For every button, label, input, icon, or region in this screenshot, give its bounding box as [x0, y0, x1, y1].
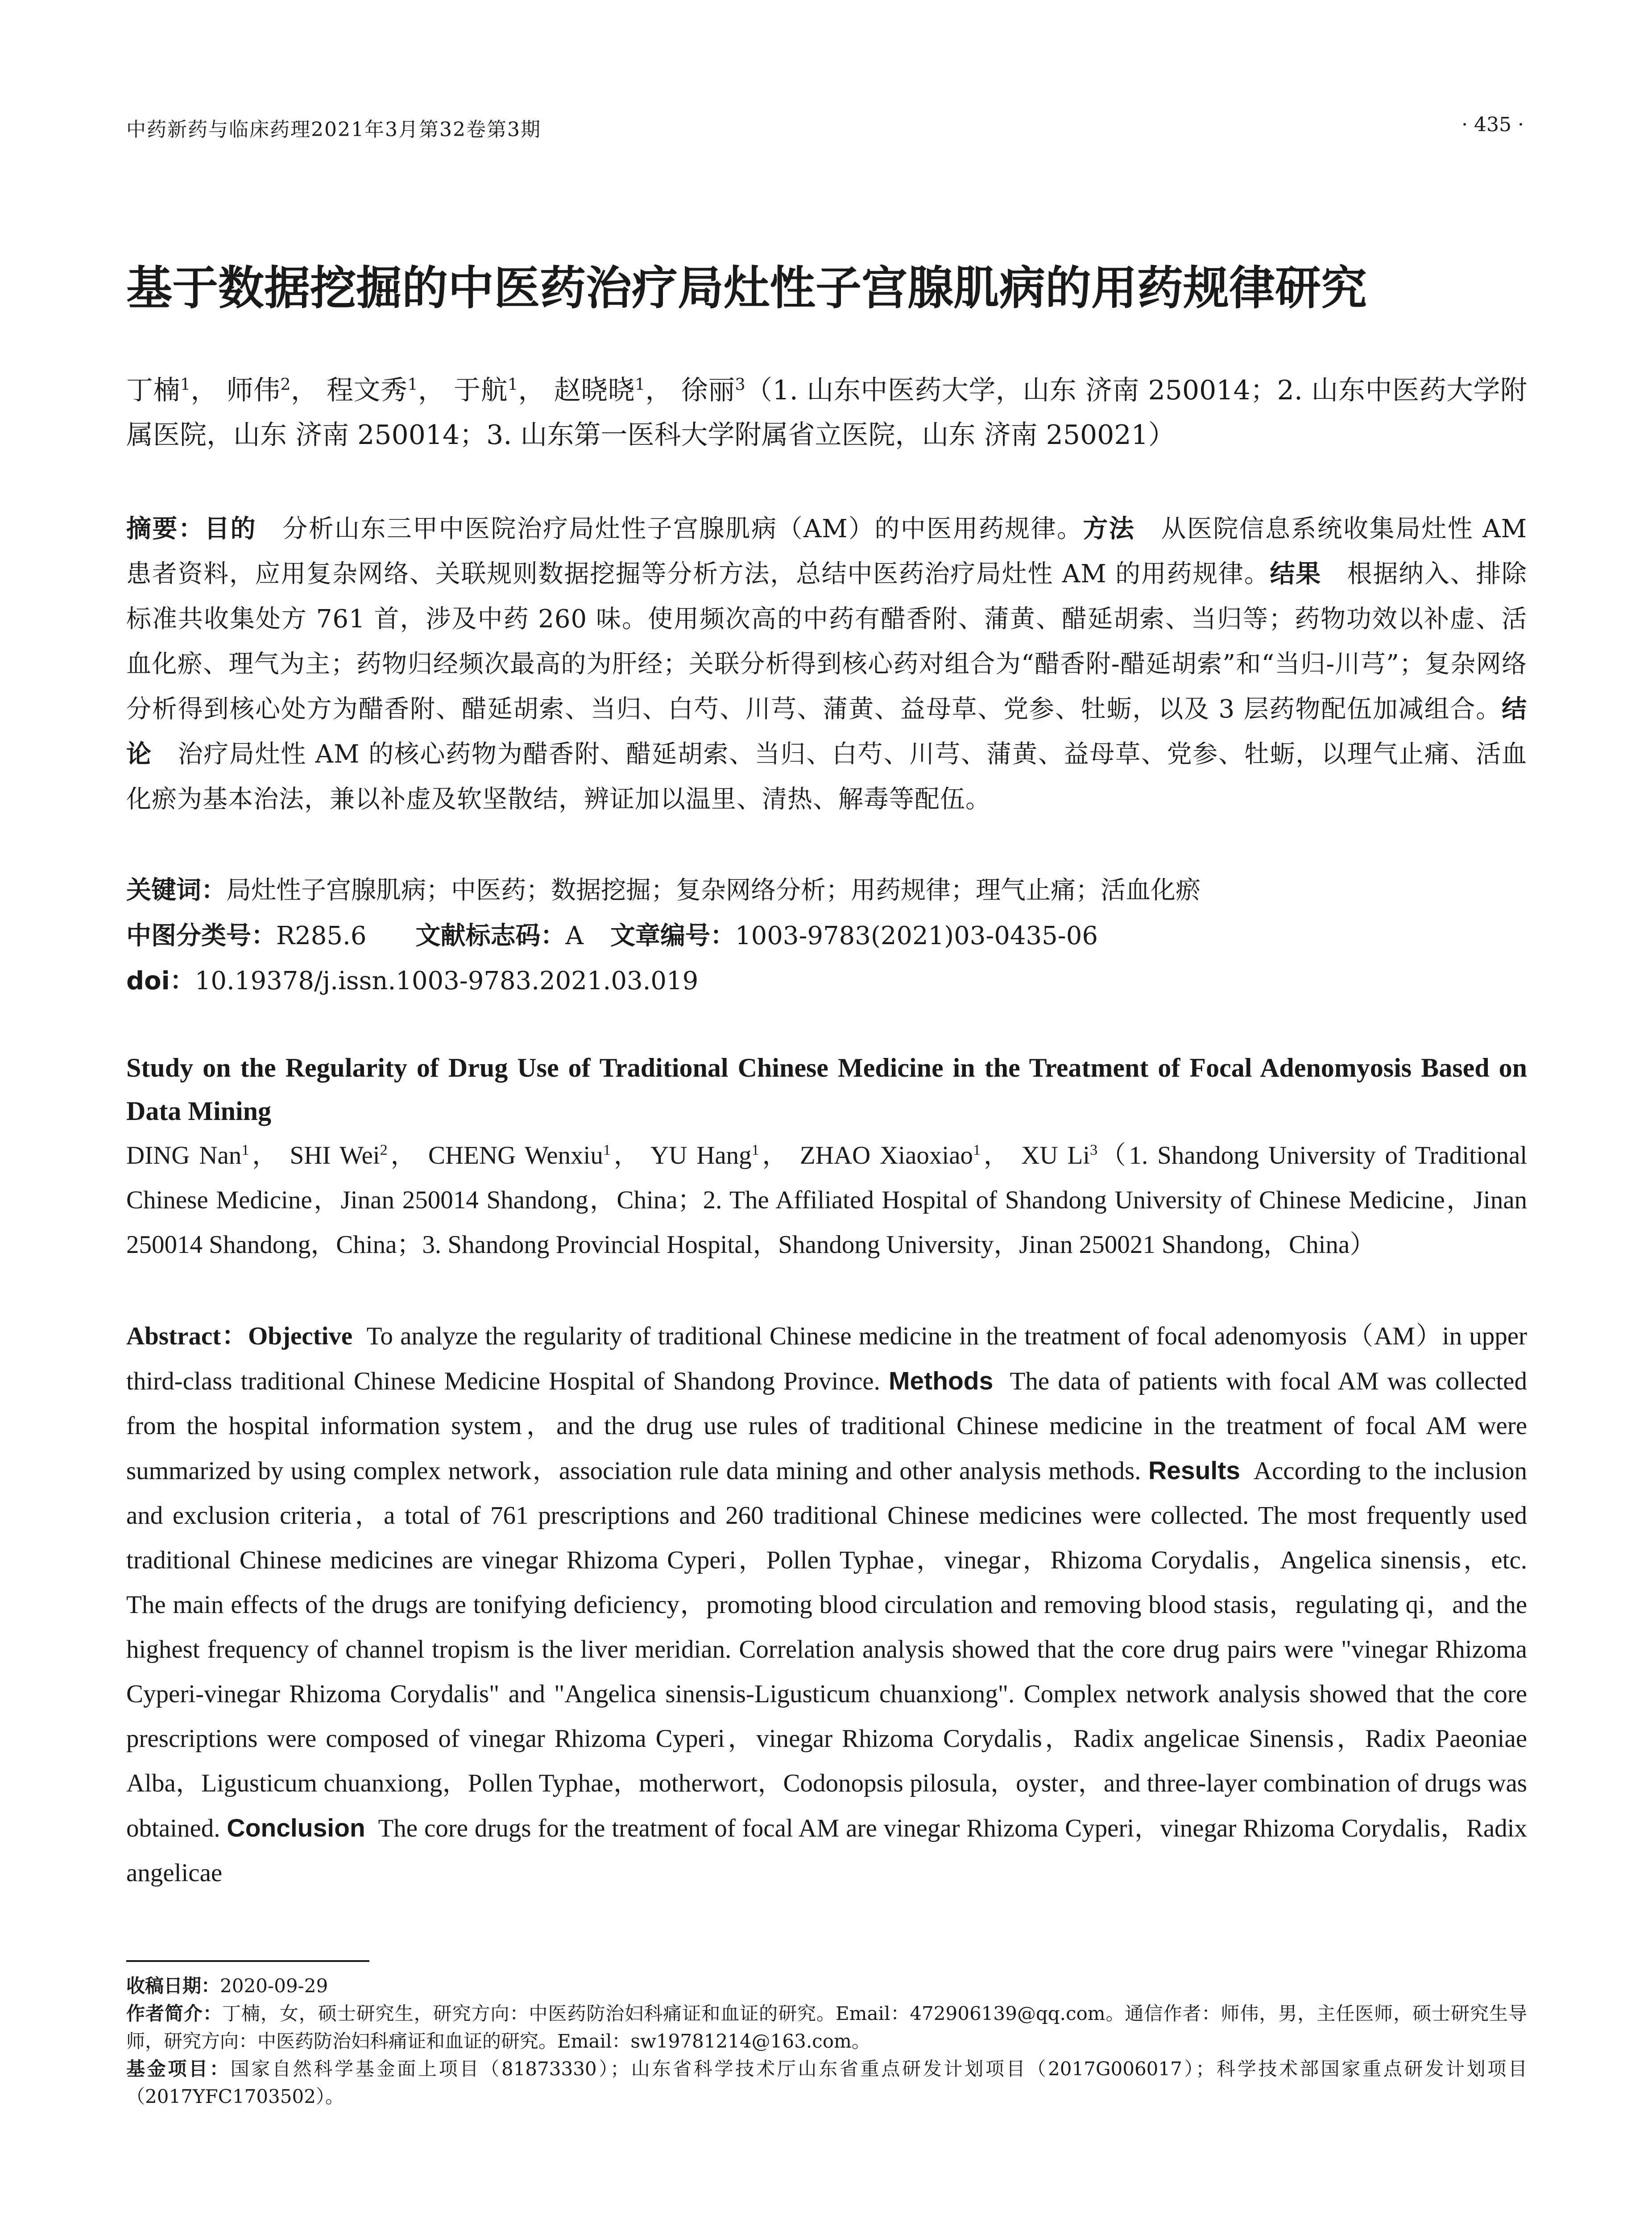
- author-name: 师伟: [226, 375, 281, 406]
- affiliations-en: （1. Shandong University of Traditional Chinese Medicine，Jinan 250014 Shandong，China；2. The Affiliated Hospital of Shandong University of Chinese Medicine，Jinan 250014 Shandong，China；3. Shandong Provincial Hospital，Shandong University，Jinan 250021 Shandong，China）: [126, 1141, 1528, 1259]
- methods-text: 从医院信息系统收集局灶性 AM 患者资料，应用复杂网络、关联规则数据挖掘等分析方法，总结中医药治疗局灶性 AM 的用药规律。: [126, 514, 1528, 589]
- author-name: 徐丽: [681, 375, 735, 406]
- funding-label: 基金项目：: [126, 2058, 231, 2080]
- objective-text: 分析山东三甲中医院治疗局灶性子宫腺肌病（AM）的中医用药规律。: [282, 514, 1083, 543]
- conclusion-en-label: Conclusion: [227, 1814, 365, 1842]
- methods-en-label: Methods: [888, 1367, 994, 1395]
- author-sup: 1: [508, 376, 518, 394]
- author-sup: 1: [635, 376, 646, 394]
- author-name: 丁楠: [126, 375, 181, 406]
- author-sup: 2: [280, 376, 291, 394]
- doc-code-label: 文献标志码：: [415, 921, 566, 950]
- author-name: 于航: [454, 375, 508, 406]
- conclusion-label: 结论: [126, 695, 1527, 769]
- author-sup-en: 1: [603, 1142, 611, 1158]
- author-name-en: XU Li: [1021, 1141, 1090, 1169]
- author-sup-en: 1: [241, 1142, 249, 1158]
- abstract-label: 摘要：: [126, 514, 205, 543]
- affiliations-cn: （1. 山东中医药大学，山东 济南 250014；2. 山东中医药大学附属医院，山东 济南 250014；3. 山东第一医科大学附属省立医院，山东 济南 250021）: [126, 375, 1528, 451]
- authors-cn: 丁楠$^1$， 师伟$^2$， 程文秀$^1$， 于航$^1$， 赵晓晓$^1$， 徐丽$^3$（1. 山东中医药大学，山东 济南 250014；2. 山东中医药大学附属医院，山东 济南 250014；3. 山东第一医科大学附属省立医院，山东 济南 250021）: [126, 375, 1528, 451]
- abstract-en: [126, 1314, 1527, 1895]
- received-label: 收稿日期：: [126, 1975, 220, 1997]
- authors-en: DING Nan$^1$， SHI Wei$^2$， CHENG Wenxiu$^1$， YU Hang$^1$， ZHAO Xiaoxiao$^1$， XU Li$^3$（1. Shandong University of Traditional Chinese Medicine，Jinan 250014 Shandong，China；2. The Affiliated Hospital of Shandong University of Chinese Medicine，Jinan 250014 Shandong，China；3. Shandong Provincial Hospital，Shandong University，Jinan 250021 Shandong，China）: [126, 1141, 1528, 1259]
- clc-value: R285.6: [276, 921, 367, 950]
- article-no-value: 1003-9783(2021)03-0435-06: [735, 921, 1098, 950]
- footnotes: [126, 1972, 1527, 2111]
- conclusion-en-text: The core drugs for the treatment of focal AM are vinegar Rhizoma Cyperi，vinegar Rhizoma Corydalis，Radix angelicae: [126, 1814, 1527, 1887]
- abstract-cn: [126, 506, 1527, 822]
- author-name-en: SHI Wei: [290, 1141, 380, 1169]
- objective-en-label: Objective: [248, 1322, 353, 1350]
- received-date: [126, 1972, 1527, 2000]
- article-no-label: 文章编号：: [610, 921, 735, 950]
- keywords-cn: [126, 868, 1527, 913]
- objective-en-text: To analyze the regularity of traditional Chinese medicine in the treatment of focal adenomyosis（AM）in upper third-class traditional Chinese Medicine Hospital of Shandong Province.: [126, 1322, 1527, 1395]
- author-name-en: DING Nan: [126, 1141, 242, 1169]
- author-name: 程文秀: [327, 375, 408, 406]
- classification-line: [126, 913, 1527, 958]
- author-sup-en: 1: [751, 1142, 759, 1158]
- author-info: [126, 2000, 1527, 2055]
- author-sup-en: 3: [1090, 1142, 1098, 1158]
- results-text: 根据纳入、排除标准共收集处方 761 首，涉及中药 260 味。使用频次高的中药有醋香附、蒲黄、醋延胡索、当归等；药物功效以补虚、活血化瘀、理气为主；药物归经频次最高的为肝经；关联分析得到核心药对组合为“醋香附-醋延胡索”和“当归-川芎”；复杂网络分析得到核心处方为醋香附、醋延胡索、当归、白芍、川芎、蒲黄、益母草、党参、牡蛎，以及 3 层药物配伍加减组合。: [126, 560, 1528, 724]
- author-name-en: CHENG Wenxiu: [428, 1141, 603, 1169]
- abstract-en-label: Abstract：: [126, 1322, 248, 1350]
- funding-text: 国家自然科学基金面上项目（81873330）；山东省科学技术厅山东省重点研发计划项目（2017G006017）；科学技术部国家重点研发计划项目（2017YFC1703502）。: [126, 2058, 1527, 2107]
- funding: [126, 2055, 1527, 2111]
- author-sup-en: 2: [380, 1142, 388, 1158]
- page-number: · 435 ·: [1462, 113, 1524, 136]
- paper-title-cn: 基于数据挖掘的中医药治疗局灶性子宫腺肌病的用药规律研究: [126, 261, 1367, 315]
- author-name-en: ZHAO Xiaoxiao: [799, 1141, 973, 1169]
- objective-label: 目的: [204, 514, 257, 543]
- author-name-en: YU Hang: [650, 1141, 752, 1169]
- author-info-label: 作者简介：: [126, 2003, 222, 2024]
- results-en-label: Results: [1148, 1456, 1240, 1485]
- doi-line: [126, 958, 1527, 1004]
- clc-label: 中图分类号：: [126, 921, 276, 950]
- keywords-label: 关键词：: [126, 876, 226, 905]
- author-sup-en: 1: [973, 1142, 981, 1158]
- author-name: 赵晓晓: [554, 375, 635, 406]
- results-en-text: According to the inclusion and exclusion criteria，a total of 761 prescriptions and 260 traditional Chinese medicines were collected. The most frequently used traditional Chinese medicines are vinegar Rhizoma Cyperi，Pollen Typhae，vinegar，Rhizoma Corydalis，Angelica sinensis，etc. The main effects of the drugs are tonifying deficiency，promoting blood circulation and removing blood stasis，regulating qi，and the highest frequency of channel tropism is the liver meridian. Correlation analysis showed that the core drug pairs were "vinegar Rhizoma Cyperi-vinegar Rhizoma Corydalis" and "Angelica sinensis-Ligusticum chuanxiong". Complex network analysis showed that the core prescriptions were composed of vinegar Rhizoma Cyperi，vinegar Rhizoma Corydalis，Radix angelicae Sinensis，Radix Paeoniae Alba，Ligusticum chuanxiong，Pollen Typhae，motherwort，Codonopsis pilosula，oyster，and three-layer combination of drugs was obtained.: [126, 1457, 1528, 1842]
- author-sup: 3: [735, 376, 745, 394]
- received-value: 2020-09-29: [220, 1975, 328, 1997]
- footnote-divider: [126, 1960, 369, 1962]
- doc-code-value: A: [565, 921, 584, 950]
- results-label: 结果: [1270, 560, 1321, 589]
- author-info-text: 丁楠，女，硕士研究生，研究方向：中医药防治妇科痛证和血证的研究。Email：472906139@qq.com。通信作者：师伟，男，主任医师，硕士研究生导师，研究方向：中医药防治妇科痛证和血证的研究。Email：sw19781214@163.com。: [126, 2003, 1527, 2052]
- methods-en-text: The data of patients with focal AM was collected from the hospital information system，and the drug use rules of traditional Chinese medicine in the treatment of focal AM were summarized by using complex network，association rule data mining and other analysis methods.: [126, 1367, 1527, 1485]
- doi-label: doi：: [126, 966, 195, 995]
- keywords-text: 局灶性子宫腺肌病；中医药；数据挖掘；复杂网络分析；用药规律；理气止痛；活血化瘀: [226, 876, 1201, 905]
- methods-label: 方法: [1083, 514, 1135, 543]
- paper-title-en: Study on the Regularity of Drug Use of Traditional Chinese Medicine in the Treatment of Focal Adenomyosis Based on Data Mining: [126, 1053, 1527, 1126]
- journal-header: 中药新药与临床药理2021年3月第32卷第3期: [126, 118, 541, 141]
- author-sup: 1: [407, 376, 418, 394]
- doi-value: 10.19378/j.issn.1003-9783.2021.03.019: [195, 966, 699, 995]
- conclusion-text: 治疗局灶性 AM 的核心药物为醋香附、醋延胡索、当归、白芍、川芎、蒲黄、益母草、党参、牡蛎，以理气止痛、活血化瘀为基本治法，兼以补虚及软坚散结，辨证加以温里、清热、解毒等配伍。: [126, 740, 1527, 814]
- author-sup: 1: [180, 376, 190, 394]
